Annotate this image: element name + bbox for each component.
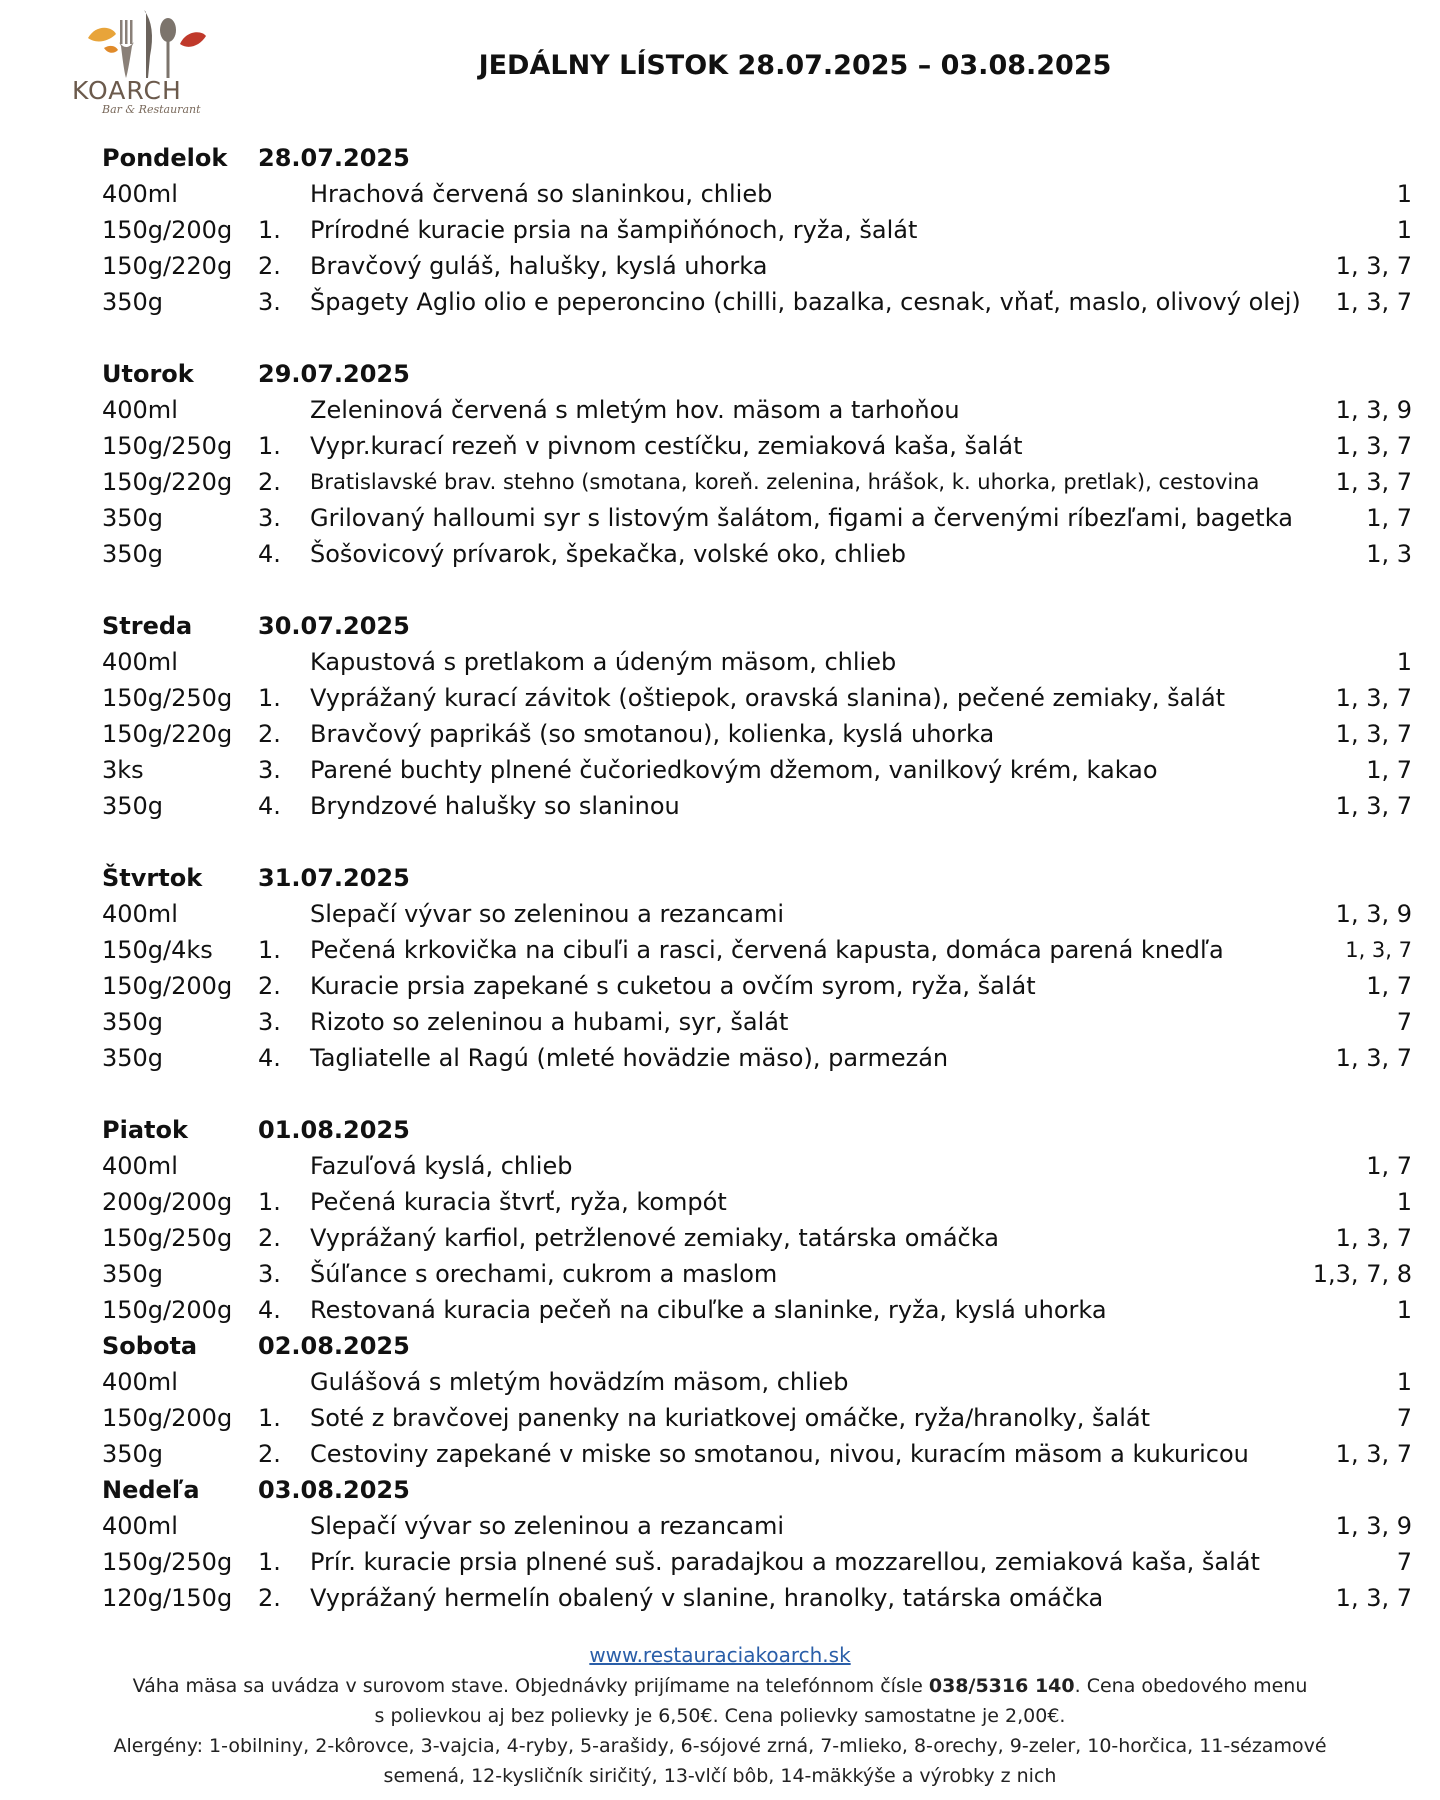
footer <box>0 1640 1440 1791</box>
page-title: JEDÁLNY LÍSTOK 28.07.2025 – 03.08.2025 <box>478 50 1112 81</box>
menu-item-allergens: 1, 3, 7 <box>1335 1440 1412 1468</box>
day-date: 31.07.2025 <box>258 864 410 892</box>
menu-item-row <box>102 500 1412 536</box>
day-spacer <box>102 1076 1412 1112</box>
menu-item-weight: 150g/200g <box>102 1404 233 1432</box>
day-spacer <box>102 824 1412 860</box>
menu-item-number: 1. <box>258 1548 281 1576</box>
menu-item-dish: Bravčový paprikáš (so smotanou), kolienka, kyslá uhorka <box>310 720 995 748</box>
day-header <box>102 1112 1412 1148</box>
day-date: 28.07.2025 <box>258 144 410 172</box>
menu-item-allergens: 1, 3, 9 <box>1335 1512 1412 1540</box>
menu-item-number: 2. <box>258 1224 281 1252</box>
menu-item-row <box>102 1400 1412 1436</box>
day-header <box>102 1472 1412 1508</box>
menu-item-allergens: 1, 3, 7 <box>1335 684 1412 712</box>
menu-item-allergens: 1, 3, 9 <box>1335 396 1412 424</box>
menu-item-weight: 400ml <box>102 396 178 424</box>
menu-item-number: 2. <box>258 1440 281 1468</box>
menu-item-dish: Prírodné kuracie prsia na šampiňónoch, ryža, šalát <box>310 216 918 244</box>
menu-item-weight: 400ml <box>102 1368 178 1396</box>
menu-item-row <box>102 284 1412 320</box>
menu-item-dish: Gulášová s mletým hovädzím mäsom, chlieb <box>310 1368 849 1396</box>
menu-item-weight: 150g/250g <box>102 1548 233 1576</box>
menu-item-allergens: 1, 3, 7 <box>1335 468 1412 496</box>
menu-item-dish: Rizoto so zeleninou a hubami, syr, šalát <box>310 1008 789 1036</box>
menu-item-allergens: 1 <box>1396 180 1412 208</box>
day-date: 03.08.2025 <box>258 1476 410 1504</box>
menu-item-number: 4. <box>258 540 281 568</box>
menu-item-allergens: 1, 7 <box>1366 756 1412 784</box>
menu-item-row <box>102 932 1412 968</box>
menu-item-allergens: 1, 7 <box>1366 972 1412 1000</box>
day-header <box>102 356 1412 392</box>
day-name: Piatok <box>102 1116 188 1144</box>
menu-item-dish: Slepačí vývar so zeleninou a rezancami <box>310 1512 785 1540</box>
menu-item-allergens: 7 <box>1396 1404 1412 1432</box>
menu-item-allergens: 1, 7 <box>1366 1152 1412 1180</box>
menu-item-number: 4. <box>258 1296 281 1324</box>
footer-info-text-end: . Cena obedového menu <box>1074 1675 1308 1697</box>
menu-item-allergens: 1, 3, 7 <box>1335 288 1412 316</box>
footer-info-line <box>0 1671 1440 1701</box>
menu-item-row <box>102 752 1412 788</box>
menu-item-row <box>102 1364 1412 1400</box>
menu-item-number: 4. <box>258 1044 281 1072</box>
menu-item-dish: Kapustová s pretlakom a údeným mäsom, chlieb <box>310 648 897 676</box>
day-header <box>102 140 1412 176</box>
day-date: 30.07.2025 <box>258 612 410 640</box>
menu-item-allergens: 1, 3, 9 <box>1335 900 1412 928</box>
menu-item-weight: 400ml <box>102 900 178 928</box>
menu-item-number: 3. <box>258 756 281 784</box>
day-name: Sobota <box>102 1332 198 1360</box>
website-link[interactable]: www.restauraciakoarch.sk <box>589 1643 851 1667</box>
menu-item-row <box>102 716 1412 752</box>
menu-item-weight: 150g/220g <box>102 252 233 280</box>
menu-item-weight: 350g <box>102 1008 164 1036</box>
menu-item-row <box>102 968 1412 1004</box>
day-header <box>102 860 1412 896</box>
menu-item-weight: 120g/150g <box>102 1584 233 1612</box>
menu-item-dish: Šošovicový prívarok, špekačka, volské oko, chlieb <box>310 540 906 568</box>
menu-item-weight: 150g/250g <box>102 1224 233 1252</box>
menu-item-row <box>102 1436 1412 1472</box>
menu-item-weight: 150g/4ks <box>102 936 213 964</box>
menu-item-row <box>102 1256 1412 1292</box>
menu-item-allergens: 7 <box>1396 1548 1412 1576</box>
menu-item-dish: Fazuľová kyslá, chlieb <box>310 1152 573 1180</box>
menu-item-weight: 350g <box>102 288 164 316</box>
menu-item-weight: 150g/250g <box>102 684 233 712</box>
day-name: Pondelok <box>102 144 228 172</box>
logo-subtitle: Bar & Restaurant <box>102 103 201 116</box>
menu-item-allergens: 1 <box>1396 648 1412 676</box>
menu-item-dish: Pečená krkovička na cibuľi a rasci, červená kapusta, domáca parená knedľa <box>310 936 1224 964</box>
menu-item-row <box>102 644 1412 680</box>
menu-item-weight: 150g/200g <box>102 972 233 1000</box>
menu-item-weight: 3ks <box>102 756 144 784</box>
menu-item-allergens: 1,3, 7, 8 <box>1312 1260 1412 1288</box>
menu-item-dish: Šúľance s orechami, cukrom a maslom <box>310 1260 778 1288</box>
menu-item-row <box>102 896 1412 932</box>
menu-item-dish: Vyprážaný kurací závitok (oštiepok, oravská slanina), pečené zemiaky, šalát <box>310 684 1226 712</box>
menu-item-allergens: 1, 3, 7 <box>1335 792 1412 820</box>
menu-item-allergens: 1, 3, 7 <box>1335 1224 1412 1252</box>
menu-item-row <box>102 788 1412 824</box>
menu-item-dish: Cestoviny zapekané v miske so smotanou, nivou, kuracím mäsom a kukuricou <box>310 1440 1249 1468</box>
menu-item-dish: Grilovaný halloumi syr s listovým šalátom, figami a červenými ríbezľami, bagetka <box>310 504 1293 532</box>
menu-item-dish: Vyprážaný hermelín obalený v slanine, hranolky, tatárska omáčka <box>310 1584 1104 1612</box>
menu-item-row <box>102 1544 1412 1580</box>
allergen-legend-continued: semená, 12-kysličník siričitý, 13-vlčí bôb, 14-mäkkýše a výrobky z nich <box>383 1765 1057 1787</box>
menu-item-dish: Vypr.kurací rezeň v pivnom cestíčku, zemiaková kaša, šalát <box>310 432 1023 460</box>
menu-item-weight: 350g <box>102 792 164 820</box>
menu-item-allergens: 1 <box>1396 1188 1412 1216</box>
menu-item-allergens: 1, 3, 7 <box>1335 1584 1412 1612</box>
weekly-menu <box>102 140 1412 1616</box>
menu-item-dish: Hrachová červená so slaninkou, chlieb <box>310 180 773 208</box>
allergen-legend: Alergény: 1-obilniny, 2-kôrovce, 3-vajcia, 4-ryby, 5-arašidy, 6-sójové zrná, 7-mlieko, 8-orechy, 9-zeler, 10-horčica, 11-sézamové <box>113 1735 1327 1757</box>
menu-item-row <box>102 1040 1412 1076</box>
menu-item-weight: 350g <box>102 1440 164 1468</box>
menu-item-weight: 400ml <box>102 1152 178 1180</box>
menu-item-number: 4. <box>258 792 281 820</box>
menu-item-number: 2. <box>258 972 281 1000</box>
menu-item-weight: 150g/250g <box>102 432 233 460</box>
menu-item-weight: 150g/220g <box>102 720 233 748</box>
menu-item-number: 1. <box>258 1188 281 1216</box>
menu-item-weight: 400ml <box>102 1512 178 1540</box>
menu-item-weight: 350g <box>102 1260 164 1288</box>
menu-item-row <box>102 212 1412 248</box>
menu-item-number: 3. <box>258 504 281 532</box>
menu-item-number: 3. <box>258 1260 281 1288</box>
menu-item-row <box>102 1508 1412 1544</box>
menu-item-dish: Bryndzové halušky so slaninou <box>310 792 680 820</box>
menu-item-row <box>102 392 1412 428</box>
menu-item-row <box>102 428 1412 464</box>
day-header <box>102 1328 1412 1364</box>
menu-item-row <box>102 1292 1412 1328</box>
day-date: 02.08.2025 <box>258 1332 410 1360</box>
menu-item-dish: Soté z bravčovej panenky na kuriatkovej omáčke, ryža/hranolky, šalát <box>310 1404 1151 1432</box>
menu-item-row <box>102 176 1412 212</box>
menu-item-number: 1. <box>258 936 281 964</box>
menu-item-dish: Parené buchty plnené čučoriedkovým džemom, vanilkový krém, kakao <box>310 756 1158 784</box>
menu-item-allergens: 7 <box>1396 1008 1412 1036</box>
menu-item-weight: 400ml <box>102 180 178 208</box>
menu-item-number: 1. <box>258 684 281 712</box>
menu-item-dish: Tagliatelle al Ragú (mleté hovädzie mäso), parmezán <box>310 1044 949 1072</box>
menu-item-number: 1. <box>258 216 281 244</box>
phone-number: 038/5316 140 <box>928 1675 1075 1697</box>
menu-item-row <box>102 1580 1412 1616</box>
day-date: 01.08.2025 <box>258 1116 410 1144</box>
menu-item-row <box>102 1220 1412 1256</box>
day-date: 29.07.2025 <box>258 360 410 388</box>
menu-item-allergens: 1 <box>1396 1368 1412 1396</box>
menu-item-row <box>102 1184 1412 1220</box>
footer-info-text: Váha mäsa sa uvádza v surovom stave. Objednávky prijímame na telefónnom čísle <box>132 1675 929 1697</box>
menu-item-allergens: 1, 3, 7 <box>1335 252 1412 280</box>
price-info: s polievkou aj bez polievky je 6,50€. Cena polievky samostatne je 2,00€. <box>374 1705 1066 1727</box>
menu-item-allergens: 1, 3, 7 <box>1335 1044 1412 1072</box>
menu-item-dish: Restovaná kuracia pečeň na cibuľke a slaninke, ryža, kyslá uhorka <box>310 1296 1107 1324</box>
menu-item-number: 2. <box>258 252 281 280</box>
menu-item-number: 1. <box>258 432 281 460</box>
day-spacer <box>102 572 1412 608</box>
menu-item-row <box>102 680 1412 716</box>
menu-item-dish: Slepačí vývar so zeleninou a rezancami <box>310 900 785 928</box>
menu-item-weight: 400ml <box>102 648 178 676</box>
menu-item-weight: 200g/200g <box>102 1188 233 1216</box>
menu-item-number: 3. <box>258 288 281 316</box>
menu-item-dish: Pečená kuracia štvrť, ryža, kompót <box>310 1188 727 1216</box>
menu-item-row <box>102 464 1412 500</box>
menu-item-dish: Bratislavské brav. stehno (smotana, koreň. zelenina, hrášok, k. uhorka, pretlak), cestovina <box>310 470 1260 494</box>
menu-item-allergens: 1, 7 <box>1366 504 1412 532</box>
menu-item-dish: Bravčový guláš, halušky, kyslá uhorka <box>310 252 768 280</box>
menu-item-number: 1. <box>258 1404 281 1432</box>
menu-item-number: 2. <box>258 1584 281 1612</box>
logo-brand: KOARCH <box>72 76 182 105</box>
day-header <box>102 608 1412 644</box>
menu-item-allergens: 1, 3, 7 <box>1335 720 1412 748</box>
menu-item-dish: Prír. kuracie prsia plnené suš. paradajkou a mozzarellou, zemiaková kaša, šalát <box>310 1548 1260 1576</box>
menu-item-number: 3. <box>258 1008 281 1036</box>
menu-item-number: 2. <box>258 720 281 748</box>
day-name: Utorok <box>102 360 194 388</box>
day-name: Štvrtok <box>102 864 203 892</box>
menu-item-weight: 350g <box>102 504 164 532</box>
menu-item-row <box>102 1004 1412 1040</box>
menu-item-allergens: 1, 3 <box>1366 540 1412 568</box>
menu-item-weight: 150g/200g <box>102 1296 233 1324</box>
menu-item-allergens: 1, 3, 7 <box>1345 938 1412 962</box>
menu-item-allergens: 1 <box>1396 1296 1412 1324</box>
menu-item-row <box>102 536 1412 572</box>
menu-item-row <box>102 248 1412 284</box>
menu-item-dish: Vyprážaný karfiol, petržlenové zemiaky, tatárska omáčka <box>310 1224 999 1252</box>
menu-item-dish: Kuracie prsia zapekané s cuketou a ovčím syrom, ryža, šalát <box>310 972 1036 1000</box>
menu-item-allergens: 1, 3, 7 <box>1335 432 1412 460</box>
menu-item-row <box>102 1148 1412 1184</box>
day-spacer <box>102 320 1412 356</box>
menu-item-weight: 150g/200g <box>102 216 233 244</box>
menu-item-weight: 150g/220g <box>102 468 233 496</box>
menu-item-dish: Špagety Aglio olio e peperoncino (chilli, bazalka, cesnak, vňať, maslo, olivový olej) <box>310 288 1301 316</box>
menu-item-weight: 350g <box>102 540 164 568</box>
menu-item-number: 2. <box>258 468 281 496</box>
menu-item-allergens: 1 <box>1396 216 1412 244</box>
menu-item-dish: Zeleninová červená s mletým hov. mäsom a tarhoňou <box>310 396 960 424</box>
day-name: Nedeľa <box>102 1476 200 1504</box>
day-name: Streda <box>102 612 193 640</box>
menu-item-weight: 350g <box>102 1044 164 1072</box>
